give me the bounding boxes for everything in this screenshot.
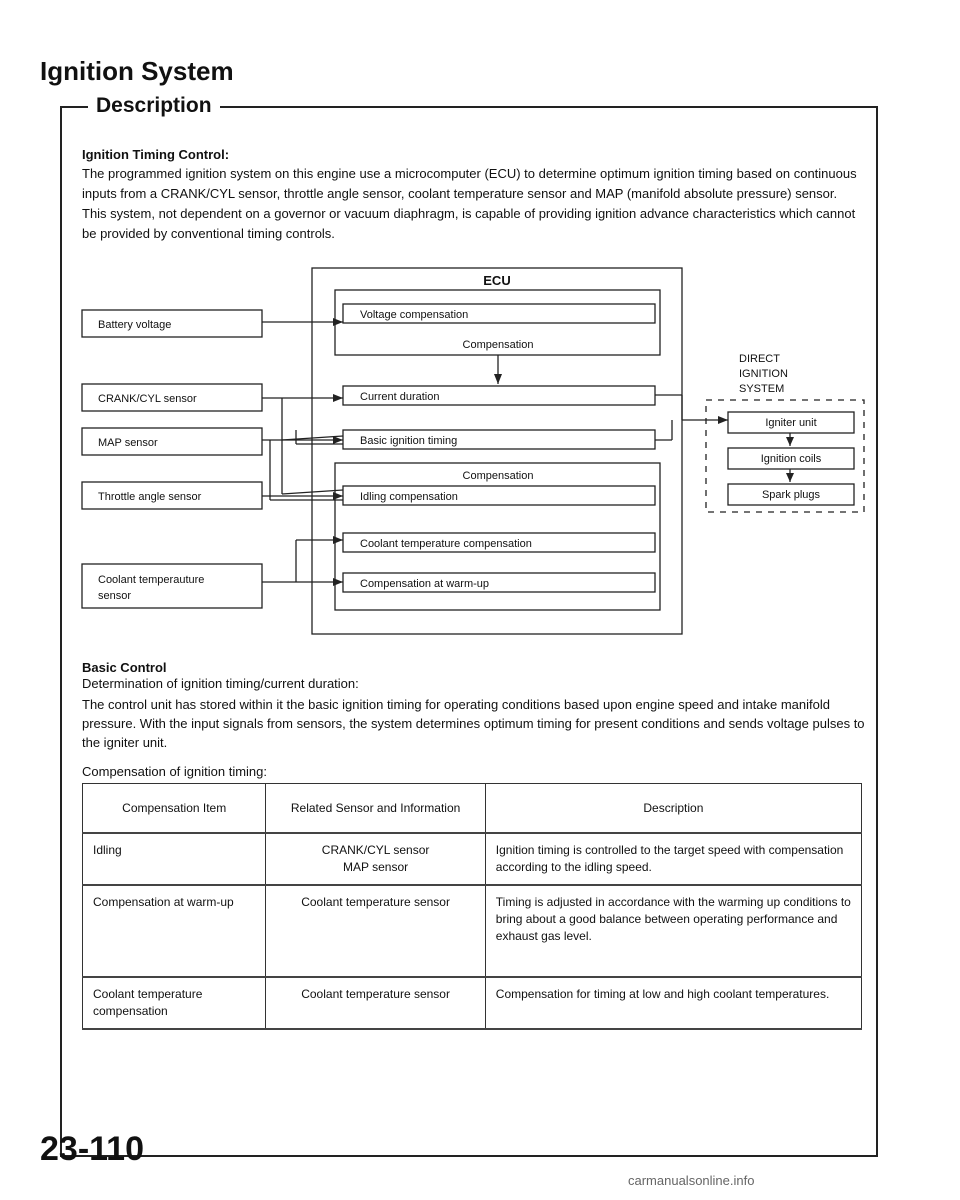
table-row xyxy=(83,885,862,977)
row-description: Ignition timing is controlled to the target speed with compensation according to the idling speed. xyxy=(485,833,861,885)
table-header-row xyxy=(83,784,862,834)
dis-title-line3: SYSTEM xyxy=(739,383,785,395)
page-number: 23-110 xyxy=(40,1130,144,1168)
ignition-coils-label: Ignition coils xyxy=(760,453,822,465)
row-sensor-line: CRANK/CYL sensor xyxy=(321,843,430,857)
row-item: Coolant temperature compensation xyxy=(83,977,266,1029)
spark-plugs-label: Spark plugs xyxy=(761,489,821,501)
row-item: Compensation at warm-up xyxy=(83,885,266,977)
compensation-label-2: Compensation xyxy=(462,470,534,482)
row-sensor-line: Coolant temperature sensor xyxy=(301,987,450,1001)
footer-watermark: carmanualsonline.info xyxy=(628,1173,755,1188)
current-duration-label: Current duration xyxy=(360,391,440,403)
basic-control-paragraph: The control unit has stored within it the basic ignition timing for operating conditions based upon engine speed and intake manifold pressure. With the input signals from sensors, the system determines optimum timing for present conditions and sends voltage pulses to the igniter unit. xyxy=(82,697,865,750)
input-battery-voltage: Battery voltage xyxy=(98,319,172,331)
row-sensor xyxy=(266,977,485,1029)
row-sensor xyxy=(266,885,485,977)
coolant-comp-label: Coolant temperature compensation xyxy=(360,538,532,550)
basic-timing-label: Basic ignition timing xyxy=(360,435,458,447)
basic-control-heading: Basic Control xyxy=(82,660,167,675)
voltage-comp-label: Voltage compensation xyxy=(360,309,469,321)
input-throttle-sensor: Throttle angle sensor xyxy=(98,491,202,503)
input-crank-sensor: CRANK/CYL sensor xyxy=(98,393,197,405)
header-description: Description xyxy=(485,784,861,834)
compensation-table xyxy=(82,783,862,1030)
header-compensation-item: Compensation Item xyxy=(83,784,266,834)
ecu-label: ECU xyxy=(483,273,511,288)
row-sensor-line: MAP sensor xyxy=(343,860,409,874)
page-title: Ignition System xyxy=(40,56,234,86)
row-description: Timing is adjusted in accordance with the warming up conditions to bring about a good balance between operating performance and exhaust gas level. xyxy=(485,885,861,977)
row-sensor xyxy=(266,833,485,885)
input-map-sensor: MAP sensor xyxy=(98,437,158,449)
warmup-comp-label: Compensation at warm-up xyxy=(360,578,490,590)
row-sensor-line: Coolant temperature sensor xyxy=(301,895,450,909)
compensation-label-1: Compensation xyxy=(462,339,534,351)
table-row xyxy=(83,977,862,1029)
dis-title-line1: DIRECT xyxy=(739,353,780,365)
intro-paragraph: The programmed ignition system on this engine use a microcomputer (ECU) to determine optimum ignition timing based on continuous inputs from a CRANK/CYL sensor, throttle angle sensor, coolant temperature sensor and MAP (manifold absolute pressure) sensor. This system, not dependent on a governor or vacuum diaphragm, is capable of providing ignition advance characteristics which cannot be provided by conventional timing controls. xyxy=(82,166,857,241)
row-description: Compensation for timing at low and high coolant temperatures. xyxy=(485,977,861,1029)
dis-title-line2: IGNITION xyxy=(739,368,788,380)
idling-comp-label: Idling compensation xyxy=(360,491,458,503)
basic-control-subheading: Determination of ignition timing/current duration: xyxy=(82,676,359,691)
intro-heading: Ignition Timing Control: xyxy=(82,147,230,162)
table-row xyxy=(83,833,862,885)
input-coolant-sensor-line2: sensor xyxy=(98,590,132,602)
row-item: Idling xyxy=(83,833,266,885)
section-title: Description xyxy=(88,94,220,118)
input-coolant-sensor-line1: Coolant temperauture xyxy=(98,574,205,586)
compensation-label: Compensation of ignition timing: xyxy=(82,764,267,779)
header-related-sensor: Related Sensor and Information xyxy=(266,784,485,834)
frame-bottom-rule xyxy=(60,1155,878,1157)
igniter-unit-label: Igniter unit xyxy=(765,417,817,429)
